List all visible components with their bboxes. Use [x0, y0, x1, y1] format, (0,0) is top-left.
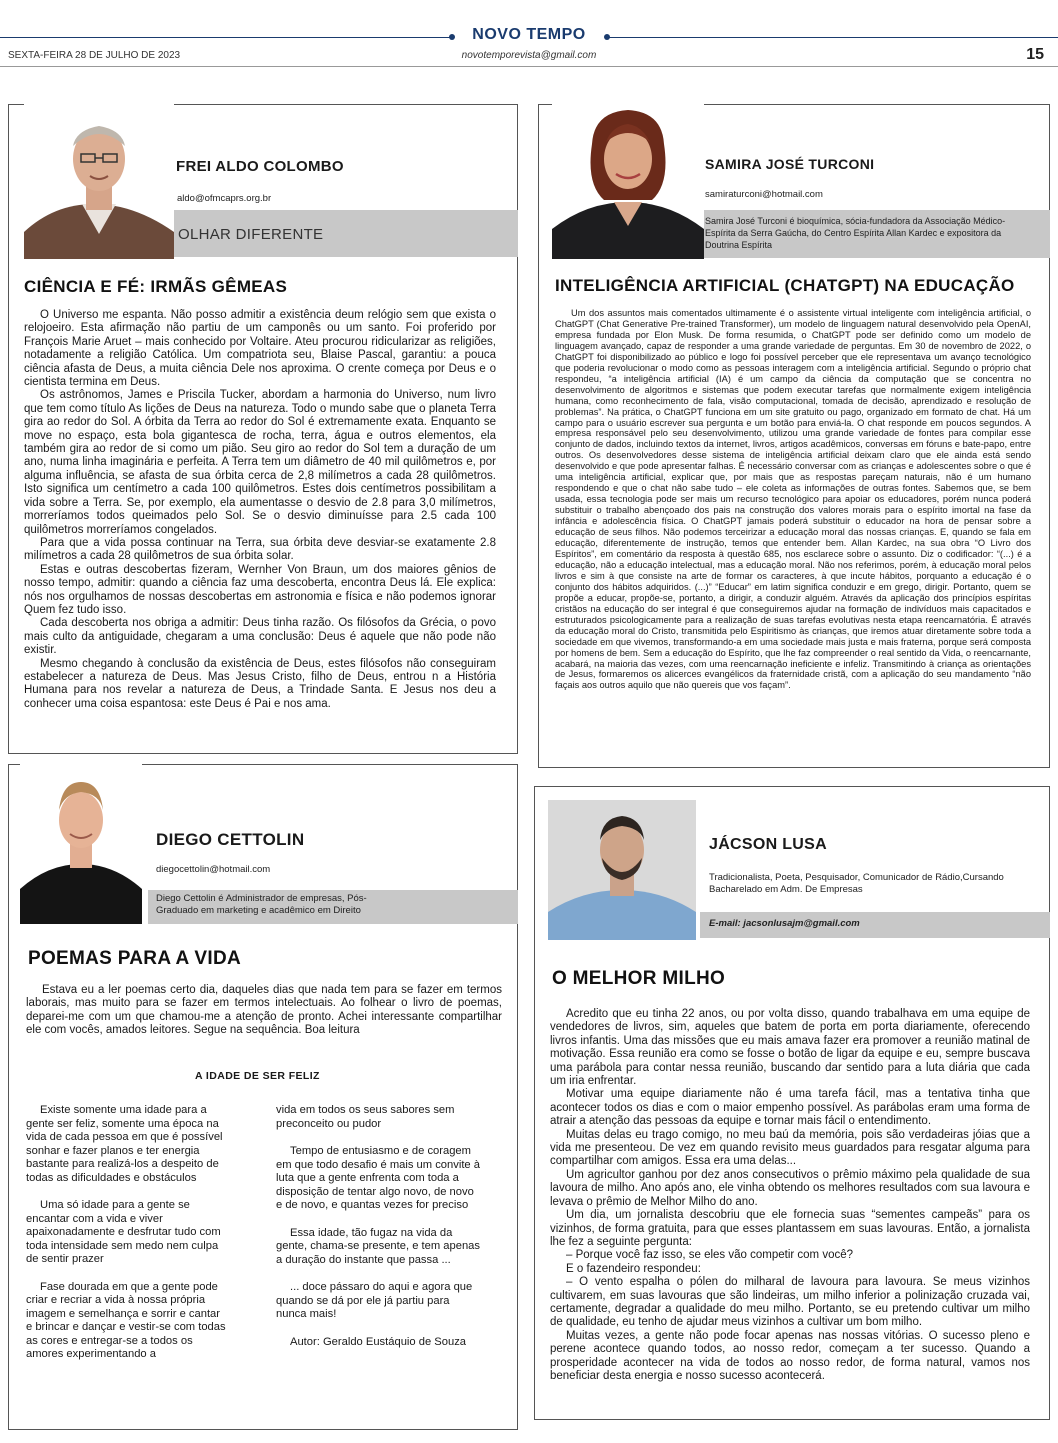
- author-name: JÁCSON LUSA: [709, 836, 827, 853]
- article-headline: INTELIGÊNCIA ARTIFICIAL (CHATGPT) NA EDUCAÇÃO: [555, 276, 1015, 295]
- paragraph: Estava eu a ler poemas certo dia, daqueles dias que nada tem para se fazer em termos laborais, mas muito para se fazer em termos intelectuais. Ao folhear o livro de poemas, deparei-me com um que chamou-me a atenção de pronto. Achei interessante compartilhar ele com vocês, amados leitores. Segue na sequência. Boa leitura: [26, 984, 502, 1037]
- paragraph: Os astrônomos, James e Priscila Tucker, abordam a harmonia do Universo, num livro que tem como título As lições de Deus na natureza. Todo o mundo sabe que o planeta Terra gira ao redor do Sol. A órbita da Terra ao redor do Sol é extremamente exata. Enquanto se move no espaço, esta bola gigantesca de rocha, terra, água e outros elementos, ela também gira ao redor de si como um pião. Seu giro ao redor do Sol tem a duração de um ano, numa linha imaginária e perfeita. A Terra tem um diâmetro de 40 mil quilômetros e, por alguma influência, se afasta de sua órbita cerca de 2,8 milímetros a cada 28 quilômetros. Isto significa um centímetro a cada 100 quilômetros. Estes dois centímetros possibilitam a vida sobre a Terra. Se, por exemplo, ela aumentasse o desvio de 2.8 para 3,0 milímetros, morreríamos todos queimados pelo Sol. Se o desvio diminuísse para 2.5 cada 100 quilômetros morreríamos congelados.: [24, 389, 496, 536]
- paragraph: Cada descoberta nos obriga a admitir: Deus tinha razão. Os filósofos da Grécia, o povo mais culto da antiguidade, chegaram a uma conclusão: Deus é aquele que não pode não existir.: [24, 617, 496, 657]
- paragraph: Estas e outras descobertas fizeram, Wernher Von Braun, um dos maiores gênios de nosso tempo, admitir: quando a ciência faz uma descoberta, encontra Deus lá. Ele explica: nós nos orgulhamos de nossas descobertas em astronomia e física e não podemos ignorar Quem fez tudo isso.: [24, 563, 496, 616]
- poem-stanza: Essa idade, tão fugaz na vida da gente, chama-se presente, e tem apenas a duração do instante que passa ...: [276, 1226, 480, 1266]
- poem-title: A IDADE DE SER FELIZ: [195, 1070, 320, 1082]
- poem-stanza: Existe somente uma idade para a gente ser feliz, somente uma época na vida de cada pessoa em que é possível sonhar e fazer planos e ter energia bastante para realizá-los a despeito de todas as dificuldades e obstáculos: [26, 1104, 223, 1184]
- paragraph: Um agricultor ganhou por dez anos consecutivos o prêmio máximo pela qualidade de sua lavoura de milho. Ano após ano, ele vinha obtendo os melhores resultados com sua lavoura e levava o prêmio de Melhor Milho do ano.: [550, 1168, 1030, 1208]
- author-photo-diego: [20, 764, 142, 924]
- author-email: diegocettolin@hotmail.com: [156, 864, 271, 875]
- poem-column-right: [276, 1104, 480, 1363]
- paragraph: Um dia, um jornalista descobriu que ele fornecia suas “sementes campeãs” para os vizinhos, de forma gratuita, para que esses plantassem em suas lavouras. Então, a jornalista lhe fez a seguinte pergunta:: [550, 1209, 1030, 1248]
- poem-column-left: [26, 1104, 226, 1362]
- author-email: aldo@ofmcaprs.org.br: [177, 193, 272, 204]
- author-name: SAMIRA JOSÉ TURCONI: [705, 156, 875, 172]
- article-headline: CIÊNCIA E FÉ: IRMÃS GÊMEAS: [24, 277, 288, 296]
- paragraph: – Porque você faz isso, se eles vão competir com você?: [566, 1249, 854, 1262]
- paragraph: Um dos assuntos mais comentados ultimamente é o assistente virtual inteligente com inteligência artificial, o ChatGPT (Chat Generative Pre-trained Transformer), um modelo de linguagem natural desenvolvido pela OpenAI, empresa fundada por Elon Musk. De forma resumida, o ChatGPT pode ser definido como um modelo de linguagem avançado, capaz de responder a uma grande variedade de perguntas. Em 30 de novembro de 2022, o ChatGPT foi disponibilizado ao público e logo foi possível perceber que ele representava um avanço tecnológico que poderia revolucionar o modo como as pessoas interagem com a inteligência artificial. Segundo o próprio chat respondeu, “a inteligência artificial (IA) é um campo da ciência da computação que se concentra no desenvolvimento de algoritmos e sistemas que podem executar tarefas que normalmente exigem inteligência humana, como reconhecimento de fala, visão computacional, tomada de decisão, aprendizado e resolução de problemas”. Na prática, o ChatGPT funciona em um site gratuito ou pago, organizado em formato de chat. Há um campo para o usuário escrever sua pergunta e um botão para enviá-la. O chat responde em poucos segundos. A empresa responsável pelo seu desenvolvimento, utilizou uma grande variedade de fontes para compilar esse conjunto de dados, incluindo textos da internet, livros, artigos acadêmicos, conversas em fóruns e bate-papo, entre outros. Os desenvolvedores desse sistema de inteligência artificial deixam claro que ele ainda está sendo desenvolvido e que pode apresentar falhas. É necessário conversar com as crianças e adolescentes sobre o que é uma inteligência artificial, explicar que, por mais que as respostas pareçam naturais, não é um humano respondendo e que o chat não sabe tudo – ele coleta as informações de outras fontes. Sabemos que, se bem usada, essa tecnologia pode ser mais um recurso tecnológico para apoiar os educadores, porém nunca poderá substituir o trabalho abençoado dos pais na construção dos valores morais para o espírito imortal na fase da infância e adolescência física. O ChatGPT jamais poderá substituir o educador na hora de pensar sobre a educação de seus filhos. Não podemos terceirizar a educação moral das nossas crianças. E, quando se fala em educação, diferentemente de instrução, temos que entender bem. Allan Kardec, na sua obra “O Livro dos Espíritos”, em comentário da resposta à questão 685, nos esclarece sobre o assunto. Diz o codificador: “(...) é a educação, não a educação intelectual, mas a educação moral. Não nos referimos, porém, à educação moral pelos livros e sim à que consiste na arte de formar os caracteres, à que incute hábitos, porquanto a educação é o conjunto dos hábitos adquiridos. (...)” “Educar” em latim significa conduzir e em grego, dirigir. Portanto, quem se propõe a educar, propõe-se, portanto, a dirigir, a conduzir alguém. Através da aplicação dos princípios espíritas cristãos na educação do ser integral é que conseguiremos ajudar na formação de indivíduos mais capacitados e estruturados psicologicamente para a realização de suas tarefas evolutivas nesta etapa reencarnatória. É através da educação moral do Cristo, transmitida pelo Espiritismo às crianças, que iremos atuar diretamente sobre toda a sociedade em que vivemos, transformando-a em uma sociedade mais justa e mais fraterna, porque será composta por homens de bem. Sem a educação do Espírito, que lhe faz compreender o real sentido da Vida, o reencarnante, acabará, na maioria das vezes, com uma reencarnação ineficiente e infeliz. Transmitindo à criança as orientações de Jesus, formaremos os alicerces evangélicos da fraternidade cristã, com a aplicação do seu mandamento “não façais aos outros aquilo que não quereis que vos façam”.: [555, 308, 1031, 691]
- paragraph: Acredito que eu tinha 22 anos, ou por volta disso, quando trabalhava em uma equipe de vendedores de livros, sim, aqueles que batem de porta em porta diariamente, oferecendo livros infantis. Uma das missões que eu mais amava fazer era promover a reunião matinal de motivação. Essa reunião era como se fosse o botão de ligar da equipe e eu, sempre buscava uma parábola para contar nessa reunião, buscando dar sentido para a luta diária que cada um iria enfrentar.: [550, 1008, 1030, 1088]
- paragraph: Muitas delas eu trago comigo, no meu baú da memória, pois são verdadeiras jóias que a vida me presenteou. De vez em quando revisito meus guardados para resgatar alguma para compartilhar com amigos. Essa era uma delas...: [550, 1128, 1030, 1168]
- author-photo-jacson: [548, 800, 696, 940]
- poem-stanza: Fase dourada em que a gente pode criar e recriar a vida à nossa própria imagem e semelhança e sorrir e cantar e brincar e dançar e vestir-se com todas as cores e entregar-se a todos os amores experimentando a: [26, 1280, 226, 1360]
- poem-author: Autor: Geraldo Eustáquio de Souza: [290, 1335, 467, 1348]
- author-email: E-mail: jacsonlusajm@gmail.com: [709, 918, 860, 929]
- paragraph: E o fazendeiro respondeu:: [566, 1262, 701, 1275]
- paragraph: Mesmo chegando à conclusão da existência de Deus, estes filósofos não conseguiram estabelecer a natureza de Deus. Mas Jesus Cristo, filho de Deus, entrou n a História Humana para nos revelar a natureza de Deus, a Trindade Santa. E Jesus nos deu a conhecer uma coisa espantosa: este Deus é Pai e nos ama.: [24, 657, 496, 710]
- newspaper-email: novotemporevista@gmail.com: [461, 50, 597, 61]
- article-body: [550, 1008, 1030, 1383]
- paragraph: – O vento espalha o pólen do milharal de lavoura para lavoura. Se meus vizinhos cultivarem, em suas lavouras que são lindeiras, um milho inferior a polinização cruzada vai, certamente, degradar a qualidade do meu milho. Portanto, se eu pretendo cultivar um milho de qualidade, eu tenho de ajudar meus vizinhos a cultivar um bom milho.: [550, 1276, 1030, 1329]
- newspaper-title: NOVO TEMPO: [472, 26, 586, 43]
- masthead-bottom-rule: [0, 66, 1058, 67]
- author-email: samiraturconi@hotmail.com: [705, 189, 823, 200]
- column-name: OLHAR DIFERENTE: [178, 226, 324, 243]
- author-bio: Tradicionalista, Poeta, Pesquisador, Comunicador de Rádio,Cursando Bacharelado em Adm. De Empresas: [709, 872, 1004, 895]
- author-bio: Diego Cettolin é Administrador de empresas, Pós-Graduado em marketing e acadêmico em Direito: [156, 893, 367, 916]
- paragraph: O Universo me espanta. Não posso admitir a existência deum relógio sem que exista o relojoeiro. Esta afirmação não partiu de um camponês ou um santo. Foi proferido por François Marie Aruet – mais conhecido por Voltaire. Ateu procurou ridicularizar as religiões, notadamente a religião Católica. Um compatriota seu, Blaise Pascal, garantiu: a pouca ciência afasta de Deus, a muita ciência Dele nos aproxima. O crente começa por Deus e o cientista termina em Deus.: [24, 309, 496, 389]
- author-name: DIEGO CETTOLIN: [156, 830, 305, 849]
- paragraph: Para que a vida possa continuar na Terra, sua órbita deve desviar-se exatamente 2.8 milímetros a cada 28 quilômetros de sua órbita solar.: [24, 536, 496, 563]
- poem-stanza: vida em todos os seus sabores sem preconceito ou pudor: [276, 1104, 455, 1130]
- poem-stanza: ... doce pássaro do aqui e agora que quando se dá por ele já partiu para nunca mais!: [276, 1281, 473, 1320]
- paragraph: Motivar uma equipe diariamente não é uma tarefa fácil, mas a tentativa tinha que acontecer todos os dias e com o maior empenho possível. As parábolas eram uma forma de atrair a atenção das pessoas da equipe e tornar mais fácil o entendimento.: [550, 1088, 1030, 1128]
- author-photo-samira: [552, 104, 704, 259]
- poem-stanza: Uma só idade para a gente se encantar com a vida e viver apaixonadamente e desfrutar tudo com toda intensidade sem medo nem culpa de sentir prazer: [26, 1199, 221, 1265]
- article-intro: [26, 984, 502, 1038]
- article-headline: POEMAS PARA A VIDA: [28, 948, 242, 969]
- article-headline: O MELHOR MILHO: [552, 968, 726, 989]
- paragraph: Muitas vezes, a gente não pode focar apenas nas nossas vitórias. O sucesso pleno e perene acontece quando todos, ao nosso redor, começam a ter sucesso. Quando a prosperidade acontecer na vida de todos ao nosso redor, de forma natural, vamos nos beneficiar desta energia e nosso sucesso acontecerá.: [550, 1329, 1030, 1382]
- author-name: FREI ALDO COLOMBO: [176, 158, 344, 175]
- author-photo-frei-aldo: [24, 104, 174, 259]
- page-number: 15: [1026, 46, 1044, 63]
- issue-date: SEXTA-FEIRA 28 DE JULHO DE 2023: [8, 50, 181, 61]
- author-bio: Samira José Turconi é bioquímica, sócia-fundadora da Associação Médico-Espírita da Serra Gaúcha, do Centro Espírita Allan Kardec e expositora da Doutrina Espírita: [705, 216, 1006, 250]
- poem-stanza: Tempo de entusiasmo e de coragem em que todo desafio é mais um convite à luta que a gente enfrenta com toda a disposição de tentar algo novo, de novo e de novo, e quantas vezes for preciso: [276, 1145, 480, 1211]
- article-body: [555, 308, 1031, 691]
- article-body: [24, 309, 496, 711]
